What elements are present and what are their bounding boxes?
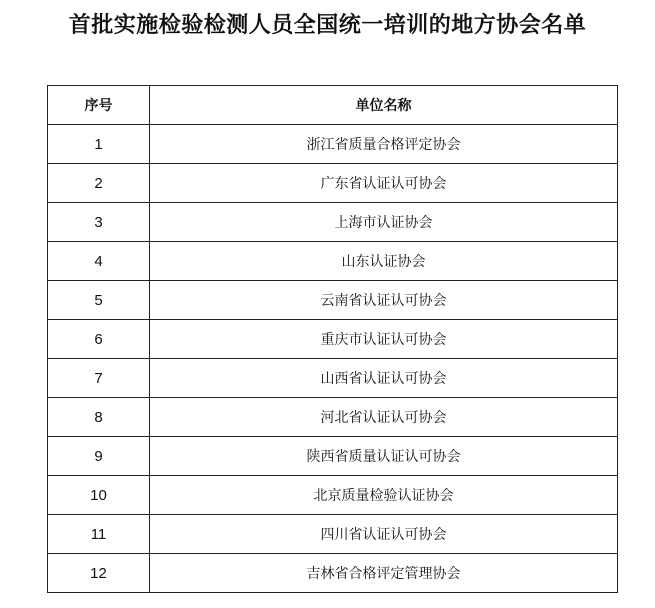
table-row: [48, 476, 618, 515]
row-name: 吉林省合格评定管理协会: [150, 554, 618, 593]
row-name: 陕西省质量认证认可协会: [150, 437, 618, 476]
table-row: [48, 359, 618, 398]
row-name: 浙江省质量合格评定协会: [150, 125, 618, 164]
row-name: 广东省认证认可协会: [150, 164, 618, 203]
row-number: 7: [48, 359, 150, 398]
header-name: 单位名称: [150, 86, 618, 125]
table-row: [48, 515, 618, 554]
row-number: 3: [48, 203, 150, 242]
row-number: 9: [48, 437, 150, 476]
row-number: 4: [48, 242, 150, 281]
row-name: 上海市认证协会: [150, 203, 618, 242]
table-row: [48, 164, 618, 203]
row-name: 山东认证协会: [150, 242, 618, 281]
table-row: [48, 554, 618, 593]
row-number: 6: [48, 320, 150, 359]
table-row: [48, 281, 618, 320]
row-name: 北京质量检验认证协会: [150, 476, 618, 515]
row-name: 山西省认证认可协会: [150, 359, 618, 398]
row-name: 河北省认证认可协会: [150, 398, 618, 437]
row-number: 11: [48, 515, 150, 554]
row-number: 2: [48, 164, 150, 203]
row-name: 重庆市认证认可协会: [150, 320, 618, 359]
row-number: 1: [48, 125, 150, 164]
table-row: [48, 320, 618, 359]
page-title: 首批实施检验检测人员全国统一培训的地方协会名单: [68, 12, 587, 38]
row-number: 5: [48, 281, 150, 320]
table-row: [48, 125, 618, 164]
row-name: 云南省认证认可协会: [150, 281, 618, 320]
row-name: 四川省认证认可协会: [150, 515, 618, 554]
association-table: [47, 85, 618, 593]
table-row: [48, 203, 618, 242]
table-header-row: [48, 86, 618, 125]
table-row: [48, 242, 618, 281]
table-row: [48, 398, 618, 437]
table-row: [48, 437, 618, 476]
row-number: 8: [48, 398, 150, 437]
row-number: 12: [48, 554, 150, 593]
header-number: 序号: [48, 86, 150, 125]
row-number: 10: [48, 476, 150, 515]
